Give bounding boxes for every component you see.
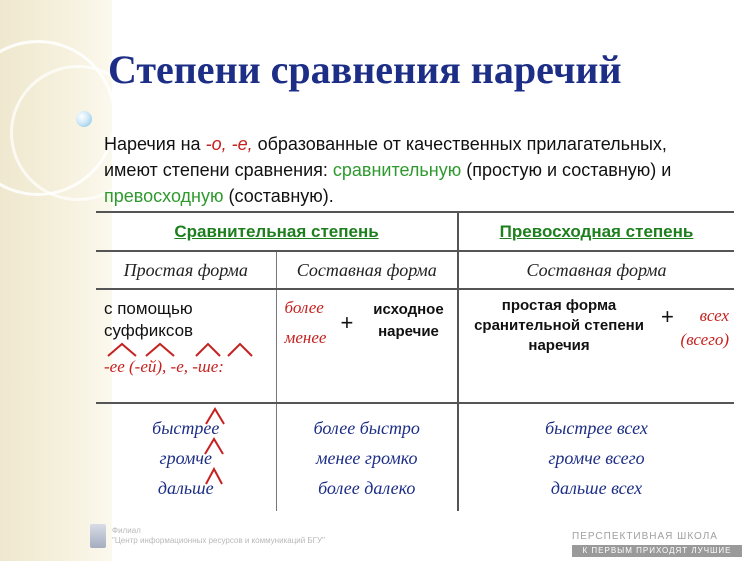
compound-word-menee: менее [284,328,327,347]
branch-logo-icon [90,524,106,548]
intro-text: (составную). [223,186,334,206]
example-compound: более далеко [318,477,416,498]
superlative-word-vsego: (всего) [680,330,730,349]
intro-text: образованные от качественных прилагательных, имеют степени сравнения: [104,134,667,180]
superlative-word-vseh: всех [699,306,730,325]
example-superlative: быстрее всех [545,417,648,438]
example-arc-marks [96,404,276,511]
suffix-arc-marks [104,339,274,359]
superlative-base-line: сранительной степени [474,317,644,334]
intro-text: Наречия на [104,134,206,154]
watermark-school: ПЕРСПЕКТИВНАЯ ШКОЛА [572,531,718,542]
watermark-left [112,526,325,546]
subheader-simple: Простая форма [96,251,276,289]
example-simple: дальше [157,477,214,498]
suffix-arc-mark [196,344,220,356]
example-simple: быстрее [152,417,220,438]
subheader-compound: Составная форма [276,251,458,289]
example-arc-mark [206,409,224,424]
examples-superlative [458,403,734,511]
formation-simple-label: суффиксов [104,321,194,340]
plus-sign: + [340,310,354,335]
example-arc-mark [206,469,222,484]
suffix-arc-mark [228,344,252,356]
compound-base-line: исходное [373,301,444,318]
example-compound: менее громко [316,447,418,468]
compound-base-line: наречие [378,323,439,340]
plus-sign: + [661,304,674,329]
formation-simple-suffixes: -ее (-ей), -е, -ше: [104,357,224,376]
example-arc-mark [205,439,223,454]
intro-text: (простую и составную) и [461,160,672,180]
table-header-row [96,212,734,251]
subheader-superlative-compound: Составная форма [458,251,734,289]
superlative-base-line: наречия [528,337,590,354]
intro-superlative: превосходную [104,186,224,206]
intro-suffixes: -о, -е, [205,134,253,154]
superlative-base-line: простая форма [501,297,617,314]
page-title: Степени сравнения наречий [108,47,622,92]
watermark-left-line: Филиал [112,526,141,535]
formation-simple [96,289,276,403]
header-superlative [458,212,734,251]
watermark-left-line: "Центр информационных ресурсов и коммуникаций БГУ" [112,536,325,545]
intro-comparative: сравнительную [332,160,462,180]
formation-simple-label: с помощью [104,299,193,318]
example-compound: более быстро [313,417,420,438]
example-simple: громче [159,447,212,468]
decorative-bubble [76,111,92,127]
intro-paragraph [104,131,724,209]
formation-compound [276,289,458,403]
table-subheader-row [96,251,734,289]
degrees-table [96,211,734,511]
examples-compound [276,403,458,511]
formation-superlative [458,289,734,403]
example-superlative: дальше всех [550,477,643,498]
table-formation-row [96,289,734,403]
examples-simple [96,403,276,511]
suffix-arc-mark [146,344,174,356]
suffix-arc-mark [108,344,136,356]
header-comparative-label: Сравнительная степень [174,221,379,241]
header-comparative [96,212,458,251]
compound-word-bolee: более [284,298,324,317]
watermark-slogan: К ПЕРВЫМ ПРИХОДЯТ ЛУЧШИЕ [572,545,742,557]
header-superlative-label: Превосходная степень [499,221,694,241]
example-superlative: громче всего [548,447,645,468]
table-examples-row [96,403,734,511]
